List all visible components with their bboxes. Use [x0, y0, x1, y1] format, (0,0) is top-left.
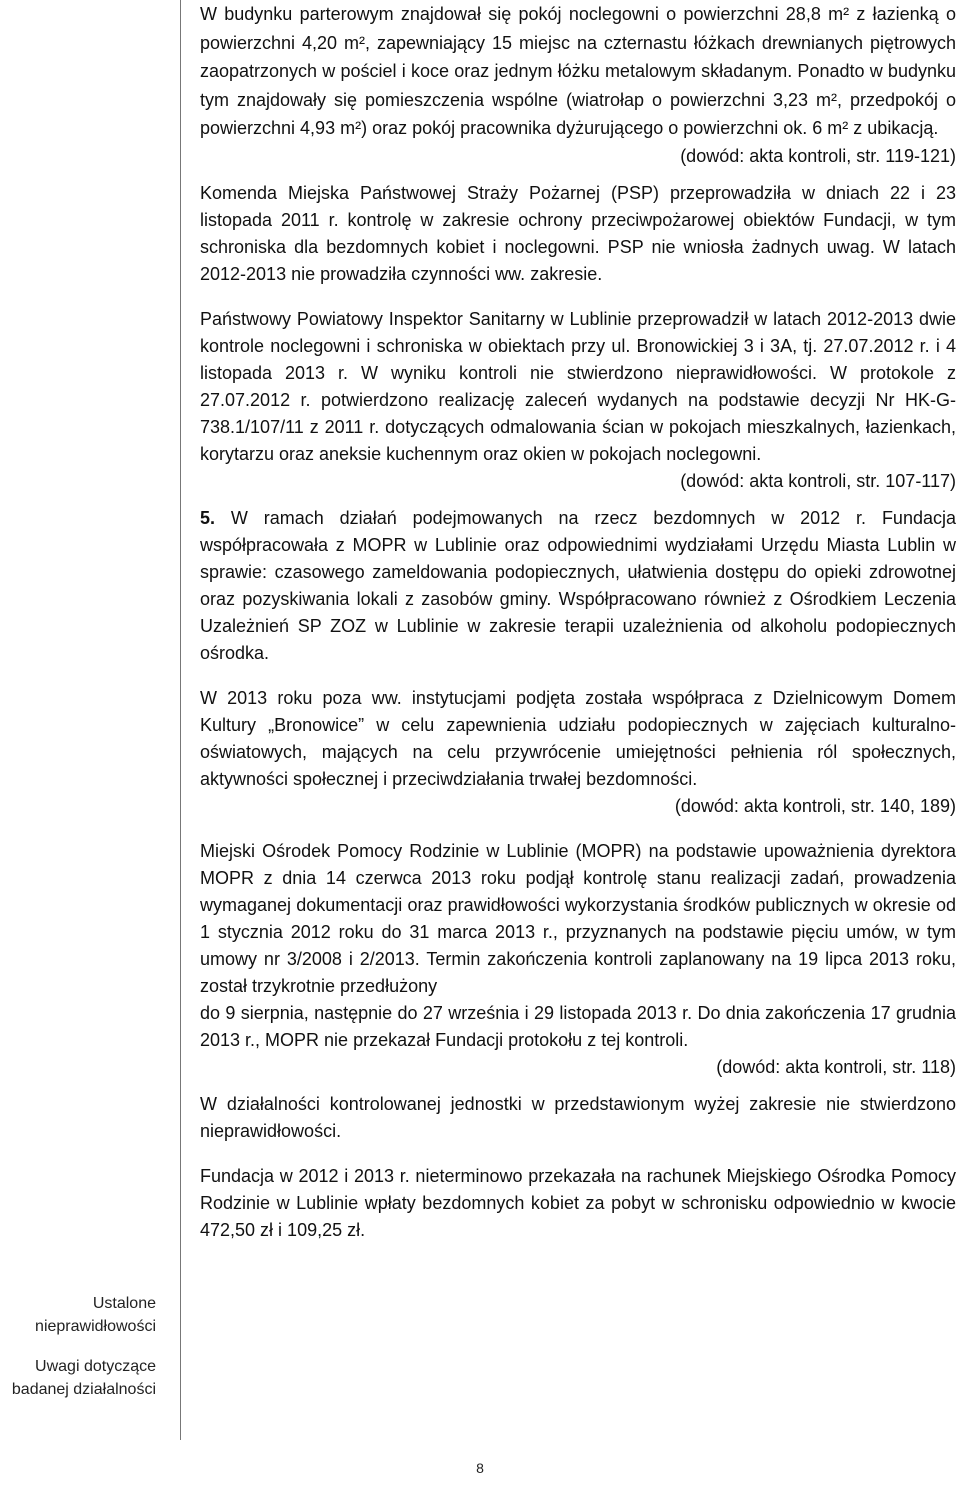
evidence-reference: (dowód: akta kontroli, str. 140, 189): [674, 795, 956, 816]
paragraph-cooperation-2012-text: W ramach działań podejmowanych na rzecz bezdomnych w 2012 r. Fundacja współpracowała z MOPR w Lublinie oraz odpowiednimi wydziałami Urzędu Miasta Lublin w sprawie: czasowego zameldowania podopiecznych, ułatwienia dostępu do opieki zdrowotnej oraz pozyskiwania lokali z zasobów gminy. Współpracowano również z Ośrodkiem Leczenia Uzależnień SP ZOZ w Lublinie w zakresie terapii uzależnienia od alkoholu podopiecznych ośrodka.: [200, 507, 956, 663]
evidence-reference: (dowód: akta kontroli, str. 107-117): [680, 470, 956, 491]
margin-label-remarks-line2: badanej działalności: [11, 1381, 156, 1398]
margin-label-findings: [0, 1292, 156, 1338]
section-number: 5.: [200, 507, 216, 528]
evidence-reference: (dowód: akta kontroli, str. 118): [716, 1056, 956, 1077]
paragraph-late-payments: Fundacja w 2012 i 2013 r. nieterminowo przekazała na rachunek Miejskiego Ośrodka Pomocy Rodzinie w Lublinie wpłaty bezdomnych kobiet za pobyt w schronisku odpowiednio w kwocie 472,50 zł i 109,25 zł.: [200, 1165, 956, 1240]
margin-divider: [180, 0, 181, 1440]
margin-label-findings-line2: nieprawidłowości: [35, 1318, 156, 1335]
paragraph-building-rooms: W budynku parterowym znajdował się pokój noclegowni o powierzchni 28,8 m² z łazienką o powierzchni 4,20 m², zapewniający 15 miejsc na czternastu łóżkach drewnianych piętrowych zaopatrzonych w pościel i koce oraz jednym łóżku metalowym składanym. Ponadto w budynku tym znajdowały się pomieszczenia wspólne (wiatrołap o powierzchni 3,23 m², przedpokój o powierzchni 4,93 m²) oraz pokój pracownika dyżurującego o powierzchni ok. 6 m² z ubikacją.: [200, 4, 956, 138]
page-number: 8: [476, 1460, 484, 1476]
margin-label-remarks: [0, 1355, 156, 1401]
paragraph-fire-inspection: Komenda Miejska Państwowej Straży Pożarnej (PSP) przeprowadziła w dniach 22 i 23 listopada 2011 r. kontrolę w zakresie ochrony przeciwpożarowej obiektów Fundacji, w tym schroniska dla bezdomnych kobiet i noclegowni. PSP nie wniosła żadnych uwag. W latach 2012-2013 nie prowadziła czynności ww. zakresie.: [200, 182, 956, 284]
paragraph-no-irregularities: W działalności kontrolowanej jednostki w przedstawionym wyżej zakresie nie stwierdzono nieprawidłowości.: [200, 1093, 956, 1141]
paragraph-sanitary-inspection: Państwowy Powiatowy Inspektor Sanitarny w Lublinie przeprowadził w latach 2012-2013 dwie kontrole noclegowni i schroniska w obiektach przy ul. Bronowickiej 3 i 3A, tj. 27.07.2012 r. i 4 listopada 2013 r. W wyniku kontroli nie stwierdzono nieprawidłowości. W protokole z 27.07.2012 r. potwierdzono realizację zaleceń wydanych na podstawie decyzji Nr HK-G-738.1/107/11 z 2011 r. dotyczących odmalowania ścian w pokojach mieszkalnych, łazienkach, korytarzu oraz aneksie kuchennym oraz okien w pokojach noclegowni.: [200, 308, 956, 464]
paragraph-cooperation-2013: W 2013 roku poza ww. instytucjami podjęta została współpraca z Dzielnicowym Domem Kultury „Bronowice” w celu zapewnienia udziału podopiecznych w zajęciach kulturalno-oświatowych, mających na celu przywrócenie umiejętności pełnienia ról społecznych, aktywności społecznej i przeciwdziałania trwałej bezdomności.: [200, 687, 956, 789]
margin-label-findings-line1: Ustalone: [92, 1295, 156, 1312]
document-body: [200, 0, 956, 1244]
evidence-reference: (dowód: akta kontroli, str. 119-121): [680, 145, 956, 166]
paragraph-mopr-extension: do 9 sierpnia, następnie do 27 września i 29 listopada 2013 r. Do dnia zakończenia 17 grudnia 2013 r., MOPR nie przekazał Fundacji protokołu z tej kontroli.: [200, 1002, 956, 1050]
paragraph-cooperation-2012: [200, 505, 956, 667]
paragraph-mopr-control: Miejski Ośrodek Pomocy Rodzinie w Lublinie (MOPR) na podstawie upoważnienia dyrektora MOPR z dnia 14 czerwca 2013 roku podjął kontrolę stanu realizacji zadań, prowadzenia wymaganej dokumentacji oraz prawidłowości wykorzystania środków publicznych w okresie od 1 stycznia 2012 roku do 31 marca 2013 r., przyznanych na podstawie pięciu umów, w tym umowy nr 3/2008 i 2/2013. Termin zakończenia kontroli zaplanowany na 19 lipca 2013 roku, został trzykrotnie przedłużony: [200, 840, 956, 996]
margin-label-remarks-line1: Uwagi dotyczące: [35, 1358, 156, 1375]
